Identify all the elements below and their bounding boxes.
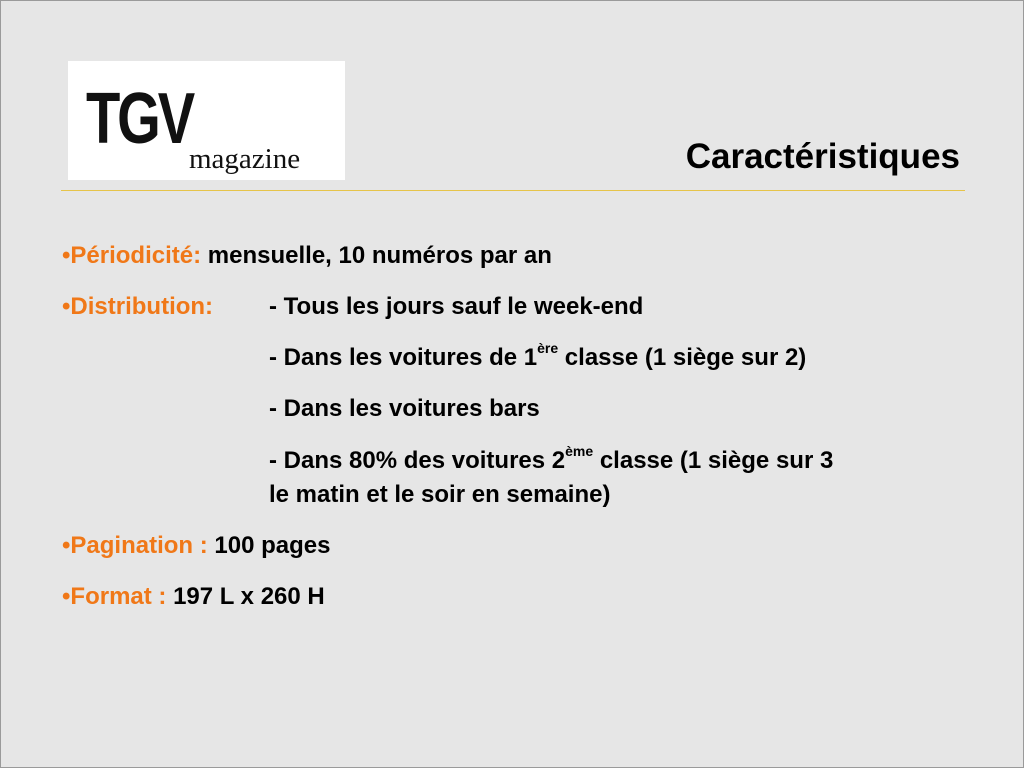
page-title: Caractéristiques — [685, 137, 960, 176]
periodicite-value: mensuelle, 10 numéros par an — [207, 242, 552, 269]
format-label: Format : — [70, 583, 167, 610]
logo-brand-text: TGV — [86, 79, 193, 159]
item-pagination — [62, 532, 331, 560]
tgv-magazine-logo — [68, 61, 345, 180]
bullet: • — [62, 532, 71, 559]
distribution-label: Distribution: — [70, 293, 214, 320]
item-format — [62, 583, 325, 611]
bullet: • — [62, 583, 71, 610]
format-value: 197 L x 260 H — [173, 583, 325, 610]
title-divider — [61, 190, 965, 191]
bullet: • — [62, 242, 71, 269]
distribution-line-2: - Dans les voitures de 1ère classe (1 siège sur 2) — [269, 340, 807, 371]
distribution-line-5: le matin et le soir en semaine) — [269, 481, 611, 508]
logo-subtitle-text: magazine — [189, 143, 301, 175]
distribution-line-4: - Dans 80% des voitures 2ème classe (1 siège sur 3 — [269, 443, 834, 474]
item-distribution — [62, 293, 213, 321]
pagination-value: 100 pages — [214, 532, 331, 559]
periodicite-label: Périodicité: — [70, 242, 202, 269]
pagination-label: Pagination : — [70, 532, 208, 559]
distribution-line-3: - Dans les voitures bars — [269, 395, 540, 422]
bullet: • — [62, 293, 71, 320]
item-periodicite — [62, 242, 552, 270]
distribution-line-1: - Tous les jours sauf le week-end — [269, 293, 644, 320]
